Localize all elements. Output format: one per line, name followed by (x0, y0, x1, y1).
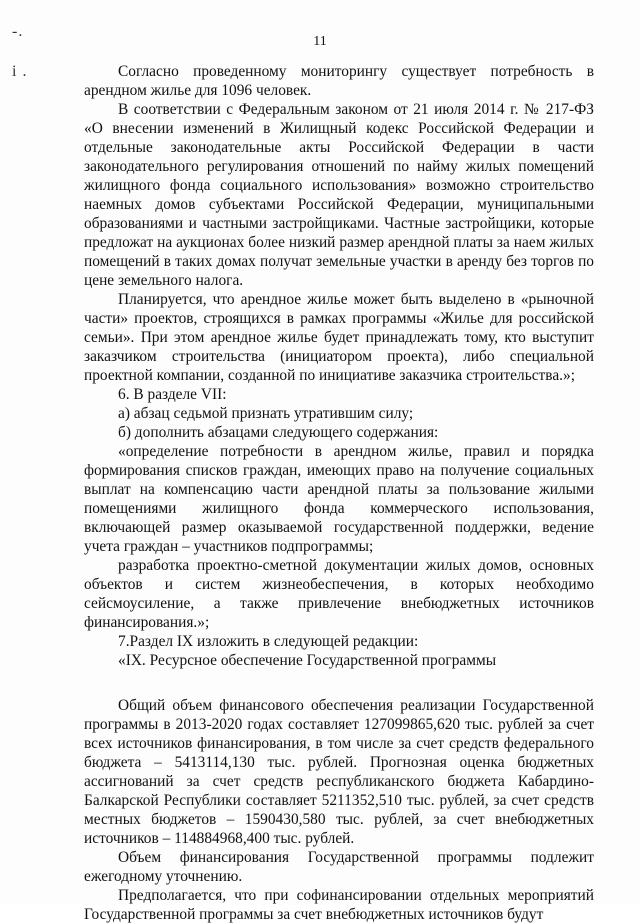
paragraph: Согласно проведенному мониторингу существует потребность в арендном жилье для 1096 человек. (84, 63, 594, 99)
spacer (84, 670, 594, 696)
paragraph: а) абзац седьмой признать утратившим силу; (118, 405, 414, 422)
paragraph: Планируется, что арендное жилье может быть выделено в «рыночной части» проектов, строящихся в рамках программы «Жилье для российской семьи». При этом арендное жилье будет принадлежать тому, кто выступит заказчиком строительства (инициатором проекта), либо специальной проектной компании, созданной по инициативе заказчика строительства.»; (84, 291, 594, 384)
section-heading: «IX. Ресурсное обеспечение Государственной программы (118, 652, 497, 669)
paragraph: б) дополнить абзацами следующего содержания: (118, 424, 439, 441)
page-number: 11 (313, 34, 327, 49)
paragraph: разработка проектно-сметной документации жилых домов, основных объектов и систем жизнеобеспечения, в которых необходимо сейсмоусиление, а также привлечение внебюджетных источников финансирования.»; (84, 557, 594, 631)
paragraph: 6. В разделе VII: (118, 386, 227, 403)
paragraph: «определение потребности в арендном жилье, правил и порядка формирования списков граждан, имеющих право на получение социальных выплат на компенсацию части арендной платы за пользование жилыми помещениями жилищного фонда коммерческого использования, включающей размер оказываемой государственной поддержки, ведение учета граждан – участников подпрограммы; (84, 443, 594, 555)
paragraph: В соответствии с Федеральным законом от 21 июля 2014 г. № 217-ФЗ «О внесении изменений в Жилищный кодекс Российской Федерации и отдельные законодательные акты Российской Федерации в части законодательного регулирования отношений по найму жилых помещений жилищного фонда социального использования» возможно строительство наемных домов субъектами Российской Федерации, муниципальными образованиями и частными застройщиками. Частные застройщики, которые предложат на аукционах более низкий размер арендной платы за наем жилых помещений в таких домах получат земельные участки в аренду без торгов по цене земельного налога. (84, 101, 594, 289)
margin-mark: -. (12, 23, 24, 40)
document-body (84, 62, 594, 924)
paragraph: 7.Раздел IX изложить в следующей редакции: (118, 633, 419, 650)
paragraph: Общий объем финансового обеспечения реализации Государственной программы в 2013-2020 годах составляет 127099865,620 тыс. рублей за счет всех источников финансирования, в том числе за счет средств федерального бюджета – 5413114,130 тыс. рублей. Прогнозная оценка бюджетных ассигнований за счет средств республиканского бюджета Кабардино-Балкарской Республики составляет 5211352,510 тыс. рублей, за счет средств местных бюджетов – 1590430,580 тыс. рублей, за счет внебюджетных источников – 114884968,400 тыс. рублей. (84, 697, 594, 847)
paragraph: Предполагается, что при софинансировании отдельных мероприятий Государственной программы за счет внебюджетных источников будут (84, 887, 594, 923)
paragraph: Объем финансирования Государственной программы подлежит ежегодному уточнению. (84, 849, 594, 885)
margin-mark: i . (12, 63, 28, 80)
